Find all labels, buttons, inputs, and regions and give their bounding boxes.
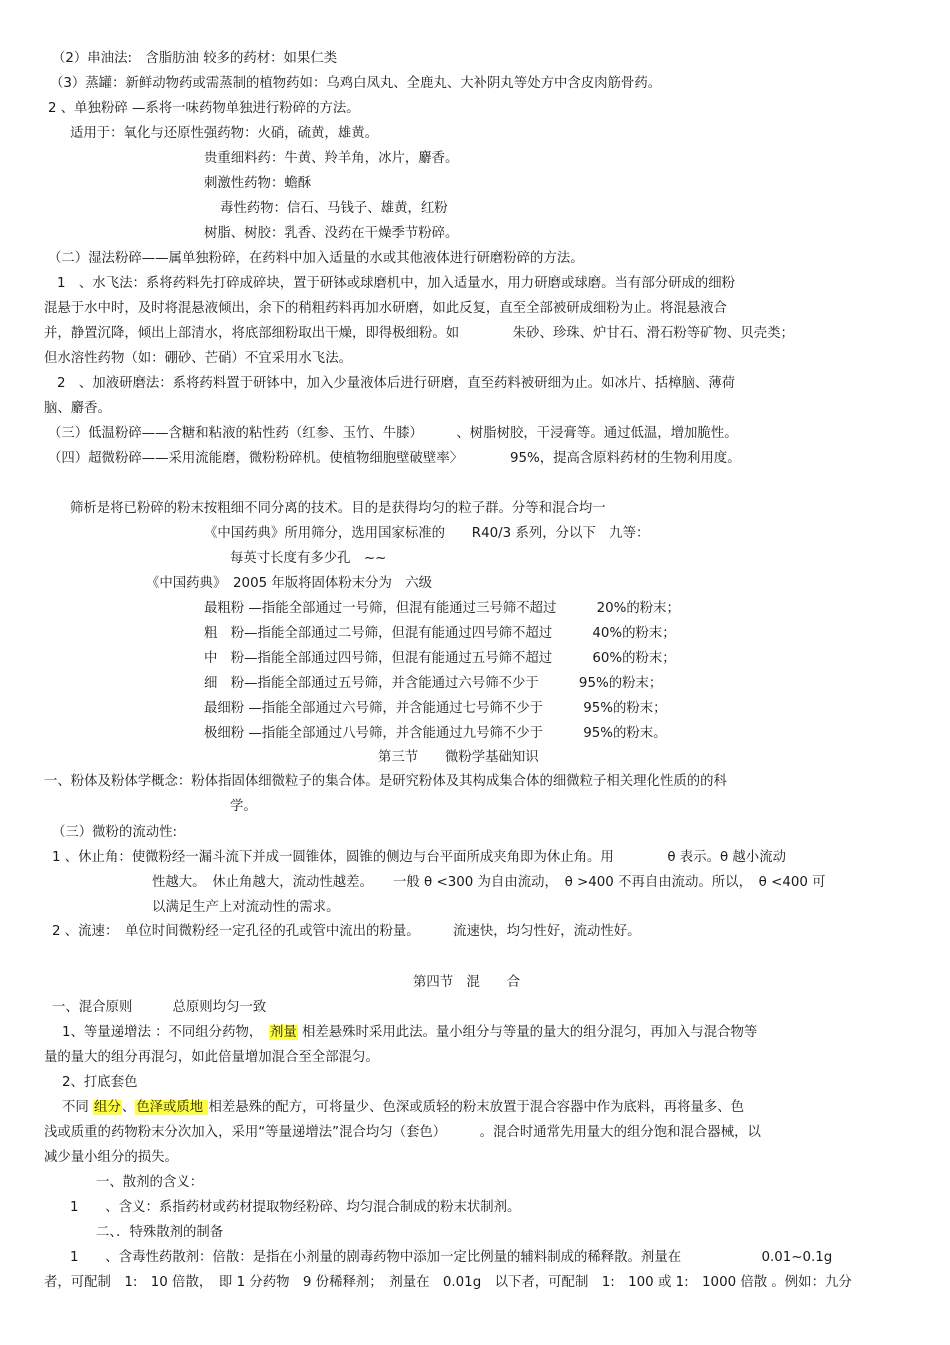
text-line: 1 、休止角：使微粉经一漏斗流下并成一圆锥体，圆锥的侧边与台平面所成夹角即为休止角。用 θ 表示。θ 越小流动 — [52, 850, 786, 865]
highlight-mark: 剂量 — [269, 1025, 297, 1040]
sieve-grade-line: 粗 粉—指能全部通过二号筛，但混有能通过四号筛不超过 40%的粉末； — [204, 626, 676, 641]
sieve-grade-line: 细 粉—指能全部通过五号筛，并含能通过六号筛不少于 95%的粉末； — [204, 676, 663, 691]
section-heading: 第四节 混 合 — [413, 975, 521, 990]
text-line: 《中国药典》所用筛分，选用国家标准的 R40/3 系列，分以下 九等： — [204, 526, 650, 541]
text-line: 混悬于水中时，及时将混悬液倾出，余下的稍粗药料再加水研磨，如此反复，直至全部被研成细粉为止。将混悬液合 — [44, 301, 727, 316]
sieve-grade-line: 最粗粉 —指能全部通过一号筛，但混有能通过三号筛不超过 20%的粉末； — [204, 601, 680, 616]
text-line: 《中国药典》 2005 年版将固体粉末分为 六级 — [146, 576, 433, 591]
text-line-highlighted: 不同 组分、色泽或质地 相差悬殊的配方，可将量少、色深或质轻的粉末放置于混合容器中作为底料，再将量多、色 — [62, 1100, 745, 1115]
text-line: （2）串油法: 含脂肪油 较多的药材：如果仁类 — [52, 51, 338, 66]
text-line: （3）蒸罐：新鲜动物药或需蒸制的植物药如：乌鸡白凤丸、全鹿丸、大补阴丸等处方中含皮肉筋骨药。 — [50, 76, 662, 91]
text-line: （二）湿法粉碎——属单独粉碎，在药料中加入适量的水或其他液体进行研磨粉碎的方法。 — [48, 251, 584, 266]
text-line: 1 、含义：系指药材或药材提取物经粉碎、均匀混合制成的粉末状制剂。 — [70, 1200, 521, 1215]
text-line: 树脂、树胶：乳香、没药在干燥季节粉碎。 — [204, 226, 459, 241]
text-line-highlighted: 1、等量递增法 ：不同组分药物， 剂量 相差悬殊时采用此法。量小组分与等量的量大的组分混匀，再加入与混合物等 — [62, 1025, 758, 1040]
text-line: 脑、麝香。 — [44, 401, 111, 416]
highlight-mark: 组分 — [94, 1100, 121, 1115]
text-line: 每英寸长度有多少孔 ~~ — [230, 551, 387, 566]
text-line: 2 、单独粉碎 —系将一味药物单独进行粉碎的方法。 — [48, 101, 360, 116]
text-line: 2 、加液研磨法：系将药料置于研钵中，加入少量液体后进行研磨，直至药料被研细为止。如冰片、括樟脑、薄荷 — [57, 376, 736, 391]
sieve-grade-line: 最细粉 —指能全部通过六号筛，并含能通过七号筛不少于 95%的粉末； — [204, 701, 667, 716]
text-line: （四）超微粉碎——采用流能磨，微粉粉碎机。使植物细胞壁破壁率〉 95%，提高含原料药材的生物利用度。 — [48, 451, 741, 466]
text-line: 贵重细料药：牛黄、羚羊角，冰片，麝香。 — [204, 151, 459, 166]
text-line: 1 、水飞法：系将药料先打碎成碎块，置于研钵或球磨机中，加入适量水，用力研磨或球磨。当有部分研成的细粉 — [57, 276, 736, 291]
text-line: 量的量大的组分再混匀，如此倍量增加混合至全部混匀。 — [44, 1050, 379, 1065]
text-line: 毒性药物：信石、马钱子、雄黄，红粉 — [220, 201, 448, 216]
text-line: （三）微粉的流动性: — [52, 825, 178, 840]
highlight-mark: 色泽或质地 — [136, 1100, 208, 1115]
text-line: 筛析是将已粉碎的粉末按粗细不同分离的技术。目的是获得均匀的粒子群。分等和混合均一 — [70, 501, 606, 516]
sieve-grade-line: 中 粉—指能全部通过四号筛，但混有能通过五号筛不超过 60%的粉末； — [204, 651, 676, 666]
text-line: 以满足生产上对流动性的需求。 — [152, 900, 340, 915]
text-line: 刺激性药物：蟾酥 — [204, 176, 312, 191]
text-line: 一、散剂的含义： — [96, 1175, 204, 1190]
text-line: 性越大。 休止角越大，流动性越差。 一般 θ <300 为自由流动， θ >400 不再自由流动。所以， θ <400 可 — [152, 875, 826, 890]
text-line: 浅或质重的药物粉末分次加入，采用“等量递增法”混合均匀（套色） 。混合时通常先用量大的组分饱和混合器械，以 — [44, 1125, 761, 1140]
text-line: 一、混合原则 总原则均匀一致 — [52, 1000, 267, 1015]
text-line: 2、打底套色 — [62, 1075, 138, 1090]
sieve-grade-line: 极细粉 —指能全部通过八号筛，并含能通过九号筛不少于 95%的粉末。 — [204, 726, 667, 741]
text-line: 者，可配制 1: 10 倍散， 即 1 分药物 9 份稀释剂； 剂量在 0.01g 以下者，可配制 1: 100 或 1: 1000 倍散 。例如：九分 — [44, 1275, 852, 1290]
text-line: （三）低温粉碎——含糖和粘液的粘性药（红参、玉竹、牛膝） 、树脂树胶，干浸膏等。通过低温，增加脆性。 — [48, 426, 738, 441]
text-line: 但水溶性药物（如：硼砂、芒硝）不宜采用水飞法。 — [44, 351, 352, 366]
text-line: 减少量小组分的损失。 — [44, 1150, 178, 1165]
text-line: 2 、流速： 单位时间微粉经一定孔径的孔或管中流出的粉量。 流速快，均匀性好，流动性好。 — [52, 924, 641, 939]
text-line: 适用于：氧化与还原性强药物：火硝，硫黄，雄黄。 — [70, 126, 378, 141]
text-line: 并，静置沉降，倾出上部清水，将底部细粉取出干燥，即得极细粉。如 朱砂、珍珠、炉甘石、滑石粉等矿物、贝壳类； — [44, 326, 794, 341]
text-line: 一、粉体及粉体学概念：粉体指固体细微粒子的集合体。是研究粉体及其构成集合体的细微粒子相关理化性质的的科 — [44, 774, 727, 789]
text-line: 学。 — [230, 799, 257, 814]
text-line: 1 、含毒性药散剂：倍散：是指在小剂量的剧毒药物中添加一定比例量的辅料制成的稀释散。剂量在 0.01~0.1g — [70, 1250, 833, 1265]
text-line: 二、．特殊散剂的制备 — [96, 1225, 224, 1240]
section-heading: 第三节 微粉学基础知识 — [378, 750, 539, 765]
